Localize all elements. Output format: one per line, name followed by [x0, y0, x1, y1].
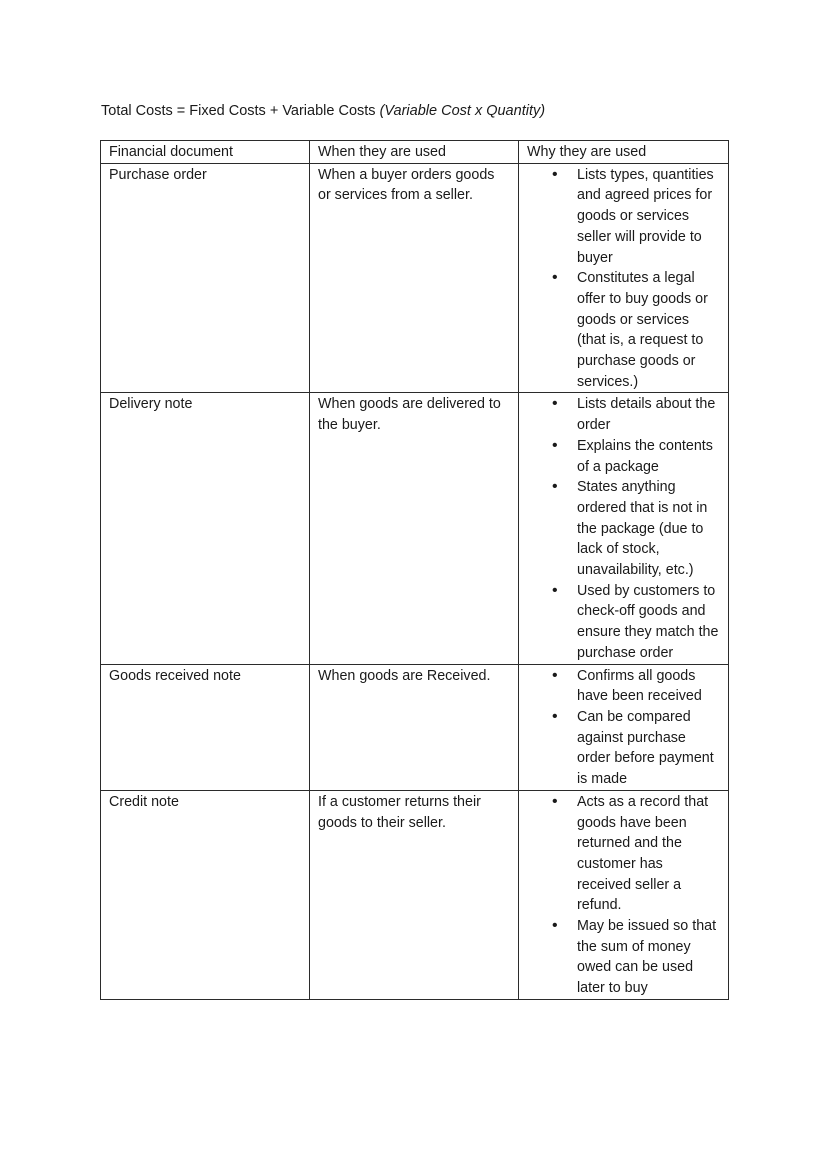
row-goods-received-why [519, 664, 729, 790]
row-credit-note-when: If a customer returns their goods to their seller. [310, 790, 519, 999]
list-item: • Acts as a record that goods have been returned and the customer has received seller a refund. [527, 792, 720, 916]
row-purchase-order-why [519, 163, 729, 393]
table-row [101, 790, 729, 999]
header-when-used: When they are used [310, 141, 519, 164]
bullet-list [527, 792, 720, 999]
row-purchase-order-document: Purchase order [101, 163, 310, 393]
bullet-list [527, 394, 720, 663]
row-delivery-note-why [519, 393, 729, 664]
bullet-list [527, 165, 720, 393]
header-financial-document: Financial document [101, 141, 310, 164]
list-item: • Explains the contents of a package [527, 436, 720, 477]
financial-documents-table [100, 140, 729, 1000]
row-goods-received-when: When goods are Received. [310, 664, 519, 790]
table-row [101, 393, 729, 664]
header-why-used: Why they are used [519, 141, 729, 164]
row-credit-note-document: Credit note [101, 790, 310, 999]
list-item: • States anything ordered that is not in the package (due to lack of stock, unavailability, etc.) [527, 477, 720, 581]
row-delivery-note-document: Delivery note [101, 393, 310, 664]
list-item: • Can be compared against purchase order before payment is made [527, 707, 720, 790]
row-credit-note-why [519, 790, 729, 999]
row-purchase-order-when: When a buyer orders goods or services from a seller. [310, 163, 519, 393]
list-item: • Used by customers to check-off goods and ensure they match the purchase order [527, 581, 720, 664]
table-row [101, 163, 729, 393]
list-item: • Lists types, quantities and agreed prices for goods or services seller will provide to buyer [527, 165, 720, 269]
row-goods-received-document: Goods received note [101, 664, 310, 790]
formula-main: Total Costs = Fixed Costs + Variable Costs [101, 103, 380, 119]
list-item: • Lists details about the order [527, 394, 720, 435]
formula-italic: (Variable Cost x Quantity) [379, 103, 546, 119]
table-header-row [101, 141, 729, 164]
list-item: • Confirms all goods have been received [527, 666, 720, 707]
list-item: • May be issued so that the sum of money owed can be used later to buy [527, 916, 720, 999]
row-delivery-note-when: When goods are delivered to the buyer. [310, 393, 519, 664]
table-row [101, 664, 729, 790]
cost-formula [101, 101, 545, 121]
list-item: • Constitutes a legal offer to buy goods or goods or services (that is, a request to purchase goods or services.) [527, 268, 720, 392]
bullet-list [527, 666, 720, 790]
